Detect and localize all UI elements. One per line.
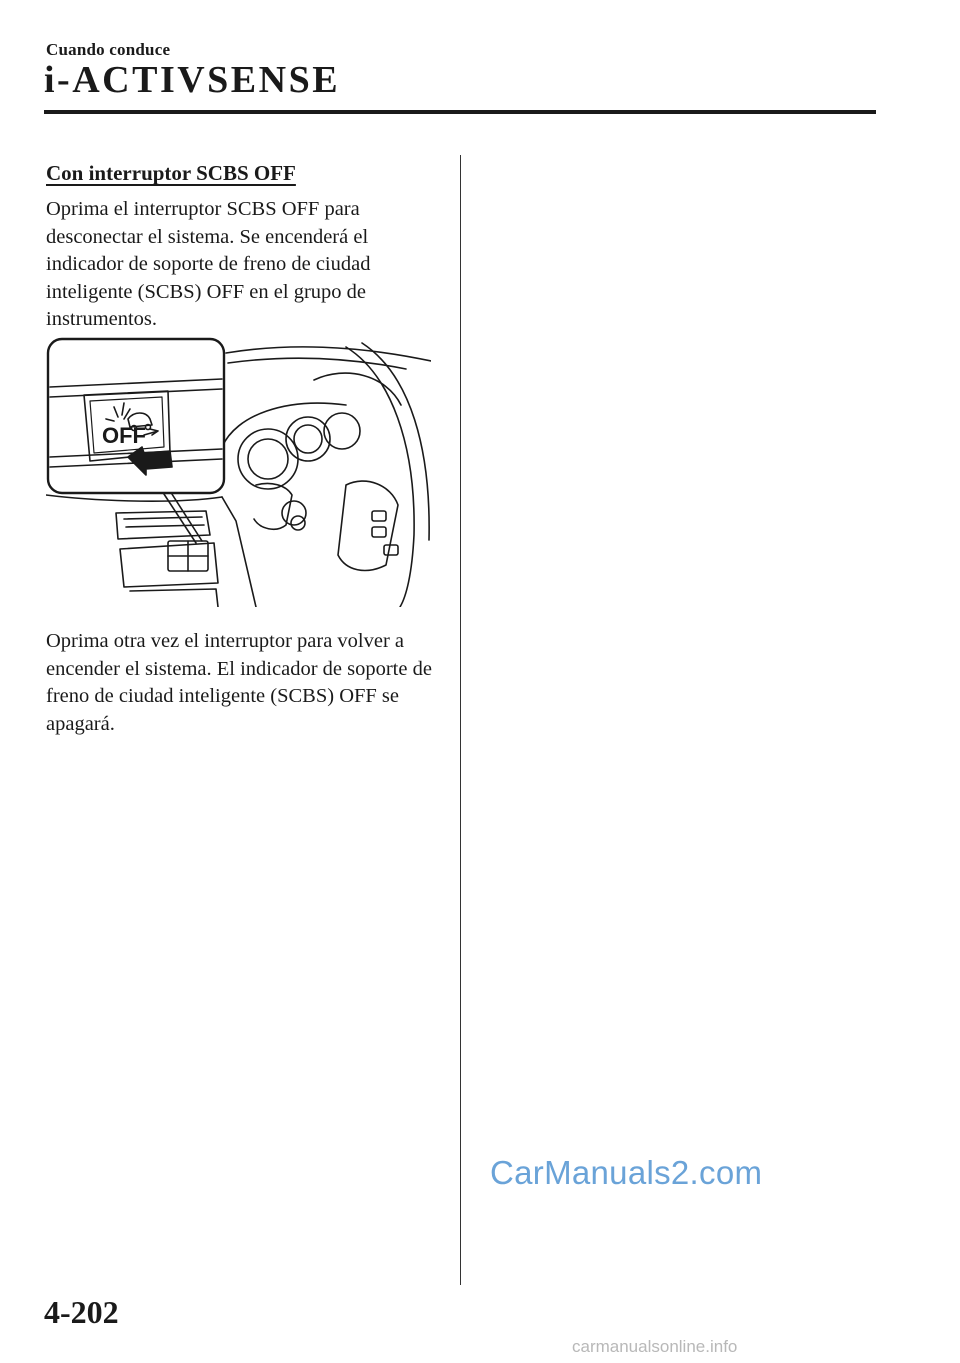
- watermark-logo: CarManuals2.com: [490, 1154, 763, 1191]
- column-divider: [460, 155, 461, 1285]
- chapter-title: i-ACTIVSENSE: [44, 59, 341, 101]
- paragraph-switch-off: Oprima el interruptor SCBS OFF para desconectar el sistema. Se encenderá el indicador de soporte de freno de ciudad inteligente (SCBS) OFF en el grupo de instrumentos.: [46, 198, 371, 330]
- dashboard-illustration: [46, 335, 431, 607]
- section-label: Cuando conduce: [46, 40, 171, 59]
- subheading: Con interruptor SCBS OFF: [46, 161, 296, 185]
- paragraph-switch-on: Oprima otra vez el interruptor para volver a encender el sistema. El indicador de soporte de freno de ciudad inteligente (SCBS) OFF se apagará.: [46, 630, 432, 735]
- footer-site-link[interactable]: carmanualsonline.info: [572, 1337, 738, 1356]
- switch-off-label: OFF: [102, 423, 146, 448]
- header-rule: [44, 110, 876, 114]
- steering-wheel: [314, 343, 429, 607]
- page-number: 4-202: [44, 1294, 119, 1330]
- instrument-cluster: [238, 413, 360, 489]
